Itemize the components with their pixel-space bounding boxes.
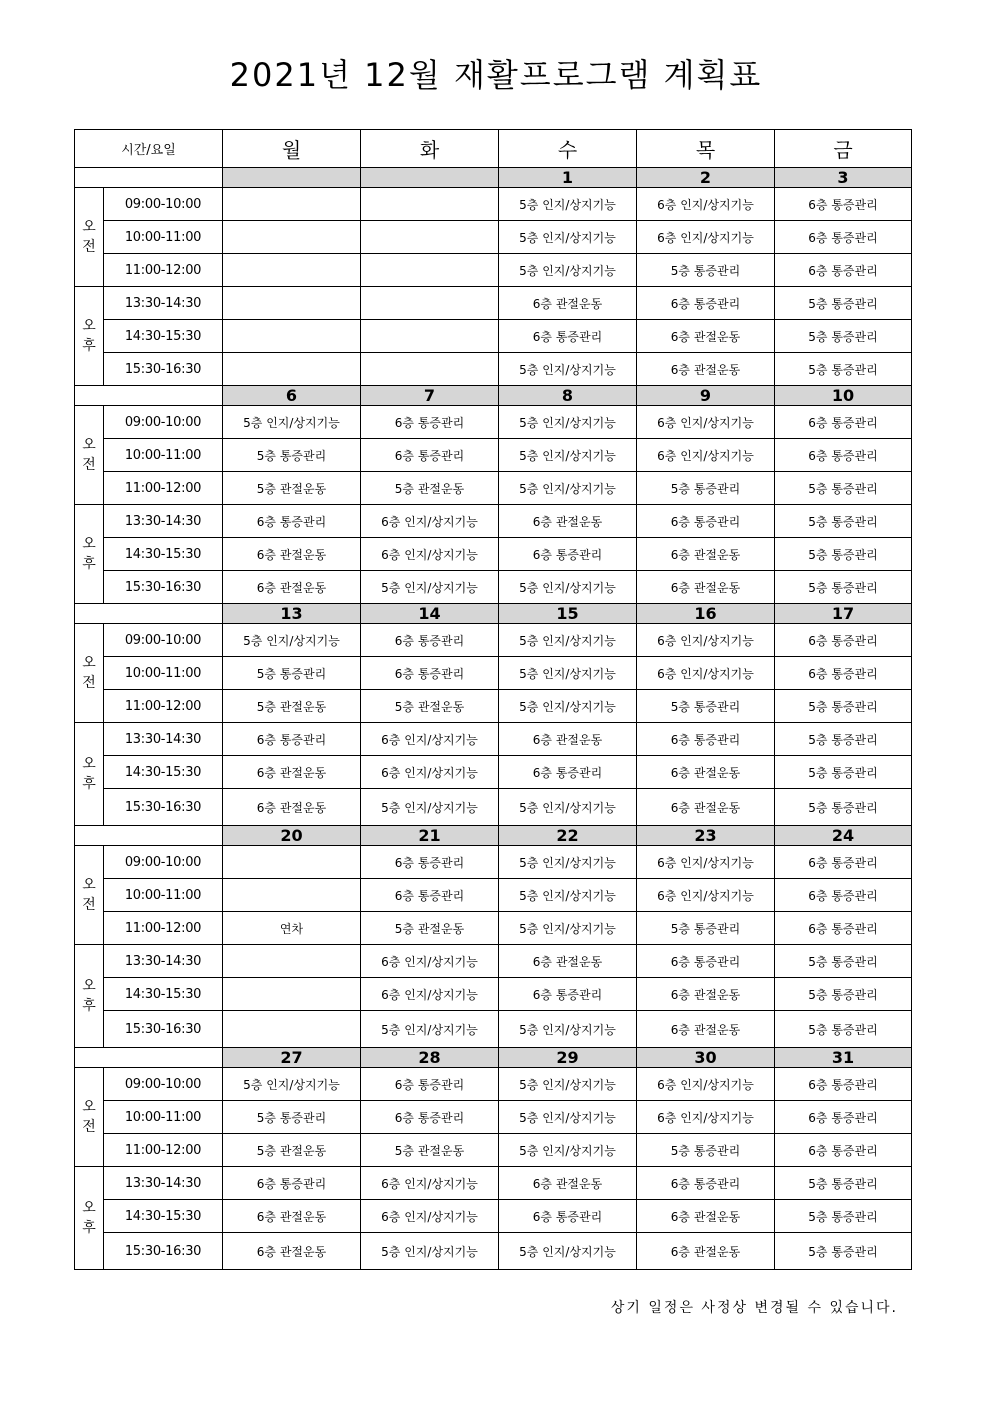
program-cell: 5층 통증관리 bbox=[775, 353, 912, 386]
date-cell: 1 bbox=[499, 168, 637, 188]
program-cell: 6층 통증관리 bbox=[775, 1101, 912, 1134]
time-slot-label: 11:00-12:00 bbox=[104, 1134, 223, 1167]
program-cell bbox=[361, 221, 499, 254]
time-slot-label: 15:30-16:30 bbox=[104, 1011, 223, 1048]
program-cell: 6층 관절운동 bbox=[499, 1167, 637, 1200]
program-cell: 5층 통증관리 bbox=[223, 1101, 361, 1134]
program-cell: 6층 통증관리 bbox=[361, 879, 499, 912]
time-slot-row bbox=[75, 846, 912, 879]
period-am-label bbox=[75, 1068, 104, 1167]
time-slot-label: 15:30-16:30 bbox=[104, 789, 223, 826]
program-cell: 6층 관절운동 bbox=[223, 756, 361, 789]
period-pm-label bbox=[75, 505, 104, 604]
time-slot-row bbox=[75, 571, 912, 604]
program-cell: 6층 통증관리 bbox=[775, 879, 912, 912]
program-cell: 6층 관절운동 bbox=[223, 538, 361, 571]
program-cell: 5층 통증관리 bbox=[775, 320, 912, 353]
date-cell: 10 bbox=[775, 386, 912, 406]
program-cell: 5층 인지/상지기능 bbox=[361, 571, 499, 604]
day-header-tue: 화 bbox=[361, 130, 499, 168]
program-cell: 5층 통증관리 bbox=[775, 1167, 912, 1200]
time-slot-row bbox=[75, 1200, 912, 1233]
program-cell bbox=[223, 846, 361, 879]
time-slot-row bbox=[75, 1167, 912, 1200]
program-cell: 5층 관절운동 bbox=[223, 472, 361, 505]
program-cell: 6층 관절운동 bbox=[223, 571, 361, 604]
date-cell: 17 bbox=[775, 604, 912, 624]
program-cell: 6층 통증관리 bbox=[637, 505, 775, 538]
program-cell bbox=[361, 320, 499, 353]
date-cell: 24 bbox=[775, 826, 912, 846]
period-am-label bbox=[75, 406, 104, 505]
day-header-thu: 목 bbox=[637, 130, 775, 168]
period-char: 오 bbox=[82, 1200, 96, 1216]
program-cell: 5층 인지/상지기능 bbox=[499, 690, 637, 723]
period-char: 오 bbox=[82, 978, 96, 994]
period-char: 전 bbox=[82, 239, 96, 255]
program-cell: 5층 인지/상지기능 bbox=[499, 1233, 637, 1270]
date-cell: 29 bbox=[499, 1048, 637, 1068]
program-cell: 5층 인지/상지기능 bbox=[223, 406, 361, 439]
date-cell: 31 bbox=[775, 1048, 912, 1068]
date-cell: 22 bbox=[499, 826, 637, 846]
program-cell: 6층 통증관리 bbox=[775, 912, 912, 945]
time-slot-row bbox=[75, 912, 912, 945]
program-cell: 5층 인지/상지기능 bbox=[499, 846, 637, 879]
date-row-blank bbox=[75, 1048, 223, 1068]
date-row-blank bbox=[75, 386, 223, 406]
date-cell: 14 bbox=[361, 604, 499, 624]
time-slot-label: 09:00-10:00 bbox=[104, 846, 223, 879]
program-cell: 5층 관절운동 bbox=[223, 1134, 361, 1167]
time-slot-label: 15:30-16:30 bbox=[104, 1233, 223, 1270]
program-cell: 5층 인지/상지기능 bbox=[499, 221, 637, 254]
program-cell: 6층 통증관리 bbox=[499, 756, 637, 789]
period-char: 후 bbox=[82, 776, 96, 792]
period-pm-label bbox=[75, 287, 104, 386]
program-cell: 6층 인지/상지기능 bbox=[637, 188, 775, 221]
time-slot-label: 10:00-11:00 bbox=[104, 1101, 223, 1134]
program-cell: 5층 통증관리 bbox=[637, 254, 775, 287]
period-char: 전 bbox=[82, 897, 96, 913]
time-slot-label: 14:30-15:30 bbox=[104, 538, 223, 571]
program-cell: 6층 인지/상지기능 bbox=[361, 723, 499, 756]
time-slot-label: 10:00-11:00 bbox=[104, 657, 223, 690]
time-slot-label: 09:00-10:00 bbox=[104, 406, 223, 439]
program-cell: 6층 통증관리 bbox=[637, 287, 775, 320]
program-cell: 5층 통증관리 bbox=[775, 505, 912, 538]
program-cell: 6층 인지/상지기능 bbox=[637, 1101, 775, 1134]
date-cell bbox=[361, 168, 499, 188]
program-cell: 6층 통증관리 bbox=[775, 1134, 912, 1167]
program-cell: 6층 관절운동 bbox=[637, 978, 775, 1011]
program-cell: 6층 통증관리 bbox=[223, 1167, 361, 1200]
program-cell: 5층 관절운동 bbox=[361, 912, 499, 945]
time-day-header: 시간/요일 bbox=[75, 130, 223, 168]
day-header-wed: 수 bbox=[499, 130, 637, 168]
program-cell: 6층 통증관리 bbox=[775, 254, 912, 287]
time-slot-row bbox=[75, 1101, 912, 1134]
time-slot-row bbox=[75, 1011, 912, 1048]
page-title: 2021년 12월 재활프로그램 계획표 bbox=[229, 56, 763, 94]
program-cell: 6층 인지/상지기능 bbox=[637, 1068, 775, 1101]
date-cell: 16 bbox=[637, 604, 775, 624]
program-cell: 5층 인지/상지기능 bbox=[499, 439, 637, 472]
time-slot-label: 11:00-12:00 bbox=[104, 472, 223, 505]
program-cell: 연차 bbox=[223, 912, 361, 945]
program-cell: 6층 인지/상지기능 bbox=[637, 879, 775, 912]
time-slot-row bbox=[75, 353, 912, 386]
date-cell bbox=[223, 168, 361, 188]
program-cell: 5층 통증관리 bbox=[637, 912, 775, 945]
period-char: 오 bbox=[82, 437, 96, 453]
program-cell: 6층 통증관리 bbox=[775, 406, 912, 439]
date-cell: 27 bbox=[223, 1048, 361, 1068]
program-cell: 5층 통증관리 bbox=[775, 287, 912, 320]
time-slot-row bbox=[75, 789, 912, 826]
period-pm-label bbox=[75, 945, 104, 1048]
program-cell: 5층 인지/상지기능 bbox=[499, 1011, 637, 1048]
program-cell bbox=[361, 254, 499, 287]
program-cell: 5층 인지/상지기능 bbox=[499, 406, 637, 439]
program-cell: 6층 통증관리 bbox=[361, 1068, 499, 1101]
program-cell: 5층 통증관리 bbox=[775, 571, 912, 604]
period-char: 오 bbox=[82, 756, 96, 772]
date-cell: 28 bbox=[361, 1048, 499, 1068]
program-cell: 6층 관절운동 bbox=[223, 1233, 361, 1270]
period-char: 후 bbox=[82, 998, 96, 1014]
time-slot-label: 14:30-15:30 bbox=[104, 1200, 223, 1233]
program-cell bbox=[223, 221, 361, 254]
period-char: 오 bbox=[82, 536, 96, 552]
program-cell: 5층 통증관리 bbox=[775, 756, 912, 789]
program-cell: 6층 통증관리 bbox=[499, 538, 637, 571]
program-cell: 6층 인지/상지기능 bbox=[361, 978, 499, 1011]
day-header-mon: 월 bbox=[223, 130, 361, 168]
time-slot-row bbox=[75, 756, 912, 789]
program-cell: 5층 인지/상지기능 bbox=[499, 624, 637, 657]
program-cell: 6층 통증관리 bbox=[499, 978, 637, 1011]
program-cell: 5층 통증관리 bbox=[223, 657, 361, 690]
time-slot-row bbox=[75, 690, 912, 723]
program-cell: 5층 통증관리 bbox=[775, 1011, 912, 1048]
program-cell: 5층 통증관리 bbox=[637, 690, 775, 723]
time-slot-label: 13:30-14:30 bbox=[104, 287, 223, 320]
period-am-label bbox=[75, 624, 104, 723]
program-cell: 6층 통증관리 bbox=[775, 1068, 912, 1101]
time-slot-label: 15:30-16:30 bbox=[104, 571, 223, 604]
program-cell: 5층 관절운동 bbox=[361, 1134, 499, 1167]
program-cell: 6층 통증관리 bbox=[637, 1167, 775, 1200]
program-cell: 5층 통증관리 bbox=[775, 690, 912, 723]
time-slot-label: 09:00-10:00 bbox=[104, 624, 223, 657]
program-cell bbox=[223, 287, 361, 320]
program-cell: 5층 인지/상지기능 bbox=[223, 1068, 361, 1101]
time-slot-row bbox=[75, 723, 912, 756]
period-char: 후 bbox=[82, 556, 96, 572]
period-char: 오 bbox=[82, 1099, 96, 1115]
header-row bbox=[75, 130, 912, 168]
date-cell: 15 bbox=[499, 604, 637, 624]
date-row-blank bbox=[75, 168, 223, 188]
date-row-blank bbox=[75, 604, 223, 624]
program-cell: 6층 통증관리 bbox=[775, 846, 912, 879]
program-cell: 5층 인지/상지기능 bbox=[499, 657, 637, 690]
time-slot-label: 13:30-14:30 bbox=[104, 1167, 223, 1200]
period-am-label bbox=[75, 188, 104, 287]
date-cell: 13 bbox=[223, 604, 361, 624]
program-cell: 6층 통증관리 bbox=[361, 624, 499, 657]
time-slot-row bbox=[75, 287, 912, 320]
date-cell: 20 bbox=[223, 826, 361, 846]
period-char: 오 bbox=[82, 877, 96, 893]
time-slot-row bbox=[75, 320, 912, 353]
program-cell: 5층 인지/상지기능 bbox=[361, 789, 499, 826]
program-cell: 6층 통증관리 bbox=[361, 439, 499, 472]
time-slot-label: 11:00-12:00 bbox=[104, 690, 223, 723]
time-slot-row bbox=[75, 505, 912, 538]
program-cell: 5층 통증관리 bbox=[223, 439, 361, 472]
period-char: 후 bbox=[82, 338, 96, 354]
time-slot-row bbox=[75, 1233, 912, 1270]
program-cell: 5층 통증관리 bbox=[775, 1233, 912, 1270]
program-cell: 5층 인지/상지기능 bbox=[499, 1101, 637, 1134]
program-cell: 6층 관절운동 bbox=[637, 1011, 775, 1048]
program-cell: 5층 통증관리 bbox=[775, 945, 912, 978]
date-cell: 9 bbox=[637, 386, 775, 406]
time-slot-row bbox=[75, 624, 912, 657]
program-cell: 6층 인지/상지기능 bbox=[361, 505, 499, 538]
program-cell: 5층 통증관리 bbox=[775, 723, 912, 756]
program-cell: 5층 관절운동 bbox=[223, 690, 361, 723]
program-cell: 5층 인지/상지기능 bbox=[499, 1068, 637, 1101]
program-cell bbox=[361, 353, 499, 386]
program-cell: 6층 통증관리 bbox=[361, 657, 499, 690]
period-char: 오 bbox=[82, 219, 96, 235]
program-cell: 6층 인지/상지기능 bbox=[637, 846, 775, 879]
date-cell: 6 bbox=[223, 386, 361, 406]
program-cell: 5층 인지/상지기능 bbox=[499, 353, 637, 386]
time-slot-row bbox=[75, 188, 912, 221]
period-pm-label bbox=[75, 1167, 104, 1270]
program-cell: 6층 관절운동 bbox=[637, 1200, 775, 1233]
time-slot-label: 14:30-15:30 bbox=[104, 320, 223, 353]
program-cell: 5층 인지/상지기능 bbox=[499, 1134, 637, 1167]
period-char: 전 bbox=[82, 675, 96, 691]
time-slot-label: 10:00-11:00 bbox=[104, 221, 223, 254]
time-slot-label: 15:30-16:30 bbox=[104, 353, 223, 386]
time-slot-row bbox=[75, 978, 912, 1011]
program-cell: 6층 관절운동 bbox=[637, 789, 775, 826]
program-cell: 5층 통증관리 bbox=[775, 789, 912, 826]
program-cell: 6층 인지/상지기능 bbox=[361, 945, 499, 978]
time-slot-row bbox=[75, 439, 912, 472]
program-cell bbox=[223, 978, 361, 1011]
program-cell: 6층 통증관리 bbox=[637, 723, 775, 756]
time-slot-row bbox=[75, 945, 912, 978]
program-cell bbox=[223, 254, 361, 287]
program-cell bbox=[361, 287, 499, 320]
program-cell: 6층 인지/상지기능 bbox=[361, 538, 499, 571]
program-cell: 5층 통증관리 bbox=[637, 472, 775, 505]
time-slot-label: 14:30-15:30 bbox=[104, 756, 223, 789]
time-slot-row bbox=[75, 221, 912, 254]
period-am-label bbox=[75, 846, 104, 945]
program-cell bbox=[361, 188, 499, 221]
time-slot-label: 14:30-15:30 bbox=[104, 978, 223, 1011]
period-char: 후 bbox=[82, 1220, 96, 1236]
program-cell: 6층 통증관리 bbox=[361, 406, 499, 439]
program-cell: 6층 인지/상지기능 bbox=[361, 1200, 499, 1233]
program-cell: 5층 인지/상지기능 bbox=[499, 789, 637, 826]
time-slot-label: 09:00-10:00 bbox=[104, 188, 223, 221]
program-cell: 5층 통증관리 bbox=[775, 538, 912, 571]
program-cell: 5층 인지/상지기능 bbox=[361, 1233, 499, 1270]
program-cell: 5층 인지/상지기능 bbox=[499, 188, 637, 221]
program-cell: 5층 인지/상지기능 bbox=[499, 571, 637, 604]
period-char: 오 bbox=[82, 655, 96, 671]
program-cell: 5층 통증관리 bbox=[775, 978, 912, 1011]
program-cell: 6층 통증관리 bbox=[223, 723, 361, 756]
program-cell: 6층 통증관리 bbox=[775, 624, 912, 657]
program-cell: 6층 통증관리 bbox=[775, 188, 912, 221]
period-char: 오 bbox=[82, 318, 96, 334]
program-cell bbox=[223, 320, 361, 353]
program-cell: 5층 인지/상지기능 bbox=[223, 624, 361, 657]
program-cell: 6층 관절운동 bbox=[499, 287, 637, 320]
time-slot-row bbox=[75, 406, 912, 439]
time-slot-row bbox=[75, 1134, 912, 1167]
program-cell: 6층 통증관리 bbox=[775, 221, 912, 254]
program-cell: 6층 통증관리 bbox=[361, 846, 499, 879]
program-cell bbox=[223, 1011, 361, 1048]
time-slot-row bbox=[75, 657, 912, 690]
time-slot-label: 13:30-14:30 bbox=[104, 505, 223, 538]
date-cell: 8 bbox=[499, 386, 637, 406]
program-cell: 6층 인지/상지기능 bbox=[637, 406, 775, 439]
time-slot-row bbox=[75, 1068, 912, 1101]
program-cell: 6층 관절운동 bbox=[499, 945, 637, 978]
footer-note: 상기 일정은 사정상 변경될 수 있습니다. bbox=[610, 1300, 898, 1316]
program-cell: 6층 인지/상지기능 bbox=[361, 1167, 499, 1200]
program-cell: 5층 통증관리 bbox=[637, 1134, 775, 1167]
program-cell: 6층 관절운동 bbox=[637, 353, 775, 386]
program-cell: 6층 관절운동 bbox=[637, 538, 775, 571]
program-cell: 6층 인지/상지기능 bbox=[361, 756, 499, 789]
date-cell: 7 bbox=[361, 386, 499, 406]
program-cell: 5층 인지/상지기능 bbox=[361, 1011, 499, 1048]
program-cell: 6층 인지/상지기능 bbox=[637, 624, 775, 657]
program-cell: 5층 관절운동 bbox=[361, 472, 499, 505]
program-cell: 5층 통증관리 bbox=[775, 472, 912, 505]
time-slot-row bbox=[75, 254, 912, 287]
program-cell: 6층 인지/상지기능 bbox=[637, 439, 775, 472]
program-cell: 5층 관절운동 bbox=[361, 690, 499, 723]
program-cell: 6층 통증관리 bbox=[499, 320, 637, 353]
time-slot-label: 11:00-12:00 bbox=[104, 254, 223, 287]
time-slot-label: 13:30-14:30 bbox=[104, 945, 223, 978]
time-slot-row bbox=[75, 879, 912, 912]
date-cell: 30 bbox=[637, 1048, 775, 1068]
schedule-table bbox=[74, 129, 912, 1270]
program-cell: 6층 관절운동 bbox=[637, 320, 775, 353]
program-cell bbox=[223, 353, 361, 386]
time-slot-label: 13:30-14:30 bbox=[104, 723, 223, 756]
program-cell: 6층 관절운동 bbox=[637, 571, 775, 604]
program-cell: 6층 통증관리 bbox=[499, 1200, 637, 1233]
date-cell: 21 bbox=[361, 826, 499, 846]
program-cell: 6층 통증관리 bbox=[775, 657, 912, 690]
week-date-row bbox=[75, 1048, 912, 1068]
time-slot-label: 09:00-10:00 bbox=[104, 1068, 223, 1101]
period-pm-label bbox=[75, 723, 104, 826]
period-char: 전 bbox=[82, 457, 96, 473]
program-cell: 6층 관절운동 bbox=[637, 756, 775, 789]
date-row-blank bbox=[75, 826, 223, 846]
program-cell bbox=[223, 879, 361, 912]
time-slot-row bbox=[75, 472, 912, 505]
program-cell: 6층 통증관리 bbox=[361, 1101, 499, 1134]
program-cell: 6층 통증관리 bbox=[637, 945, 775, 978]
program-cell: 6층 통증관리 bbox=[223, 505, 361, 538]
week-date-row bbox=[75, 386, 912, 406]
date-cell: 2 bbox=[637, 168, 775, 188]
date-cell: 3 bbox=[775, 168, 912, 188]
program-cell: 6층 관절운동 bbox=[637, 1233, 775, 1270]
program-cell: 6층 관절운동 bbox=[499, 505, 637, 538]
program-cell: 5층 인지/상지기능 bbox=[499, 912, 637, 945]
program-cell: 5층 인지/상지기능 bbox=[499, 472, 637, 505]
program-cell: 5층 통증관리 bbox=[775, 1200, 912, 1233]
date-cell: 23 bbox=[637, 826, 775, 846]
program-cell: 6층 관절운동 bbox=[223, 789, 361, 826]
program-cell: 6층 관절운동 bbox=[499, 723, 637, 756]
week-date-row bbox=[75, 168, 912, 188]
program-cell: 5층 인지/상지기능 bbox=[499, 254, 637, 287]
period-char: 전 bbox=[82, 1119, 96, 1135]
time-slot-row bbox=[75, 538, 912, 571]
program-cell: 5층 인지/상지기능 bbox=[499, 879, 637, 912]
time-slot-label: 11:00-12:00 bbox=[104, 912, 223, 945]
program-cell: 6층 관절운동 bbox=[223, 1200, 361, 1233]
program-cell bbox=[223, 945, 361, 978]
day-header-fri: 금 bbox=[775, 130, 912, 168]
program-cell: 6층 인지/상지기능 bbox=[637, 221, 775, 254]
time-slot-label: 10:00-11:00 bbox=[104, 439, 223, 472]
program-cell: 6층 통증관리 bbox=[775, 439, 912, 472]
program-cell bbox=[223, 188, 361, 221]
week-date-row bbox=[75, 826, 912, 846]
week-date-row bbox=[75, 604, 912, 624]
time-slot-label: 10:00-11:00 bbox=[104, 879, 223, 912]
program-cell: 6층 인지/상지기능 bbox=[637, 657, 775, 690]
